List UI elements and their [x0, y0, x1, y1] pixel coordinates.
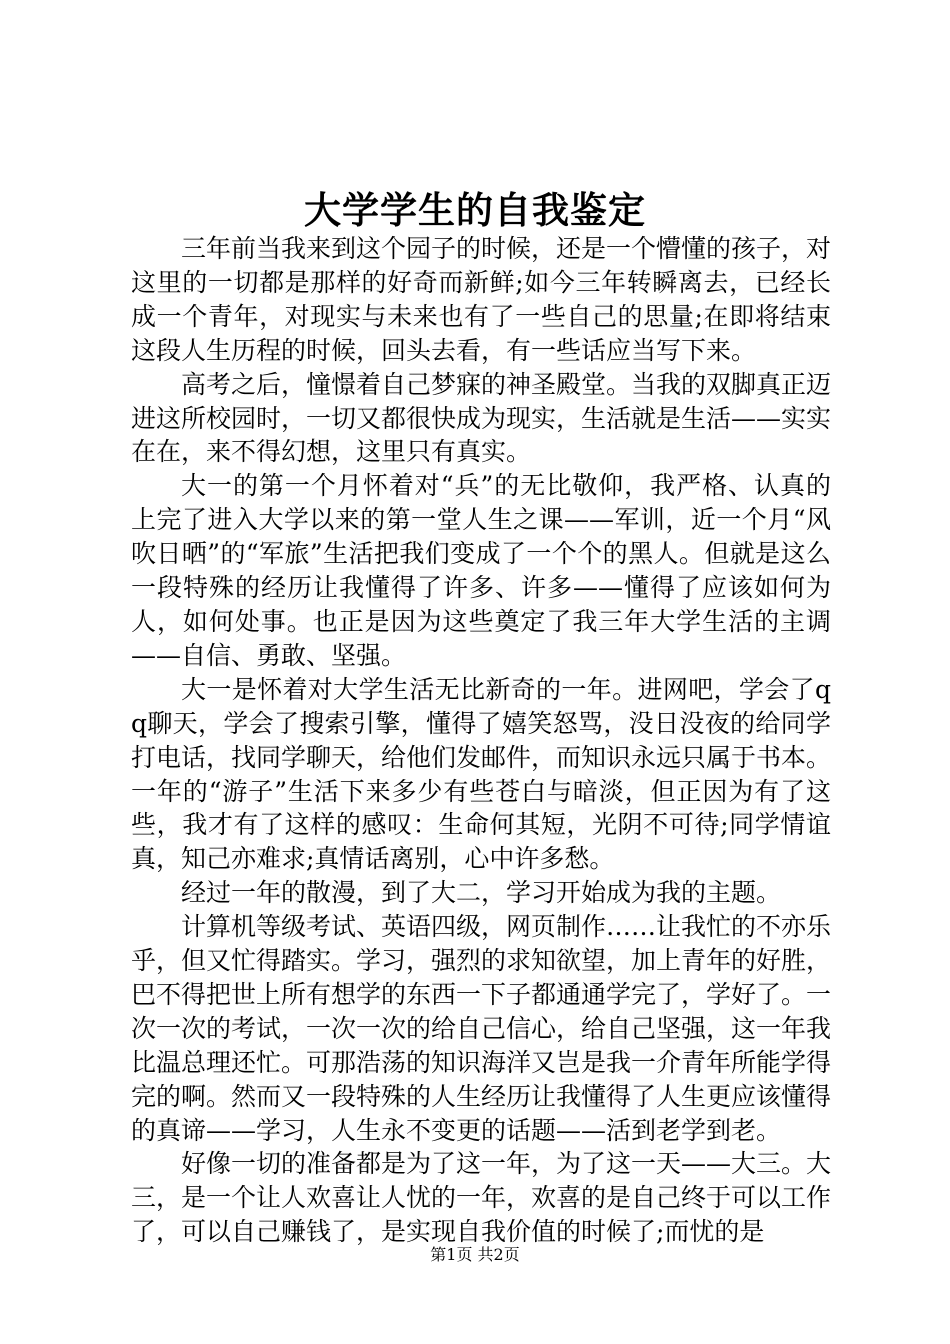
document-title: 大学学生的自我鉴定 [304, 188, 646, 232]
paragraph-1: 三年前当我来到这个园子的时候，还是一个懵懂的孩子，对这里的一切都是那样的好奇而新鲜;如今三年转瞬离去，已经长成一个青年，对现实与未来也有了一些自己的思量;在即将结束这段人生历程的时候，回头去看，有一些话应当写下来。 [131, 234, 832, 365]
paragraph-2: 高考之后，憧憬着自己梦寐的神圣殿堂。当我的双脚真正迈进这所校园时，一切又都很快成为现实，生活就是生活——实实在在，来不得幻想，这里只有真实。 [131, 369, 832, 467]
document-body [131, 232, 831, 1249]
paragraph-3: 大一的第一个月怀着对“兵”的无比敬仰，我严格、认真的上完了进入大学以来的第一堂人生之课——军训，近一个月“风吹日晒”的“军旅”生活把我们变成了一个个的黑人。但就是这么一段特殊的经历让我懂得了许多、许多——懂得了应该如何为人，如何处事。也正是因为这些奠定了我三年大学生活的主调——自信、勇敢、坚强。 [131, 471, 831, 670]
paragraph-5: 经过一年的散漫，到了大二，学习开始成为我的主题。 [181, 878, 782, 908]
page-number-footer: 第1页 共2页 [430, 1245, 520, 1264]
paragraph-7: 好像一切的准备都是为了这一年，为了这一天——大三。大三，是一个让人欢喜让人忧的一年，欢喜的是自己终于可以工作了，可以自己赚钱了，是实现自我价值的时候了;而忧的是 [131, 1149, 832, 1247]
paragraph-6: 计算机等级考试、英语四级，网页制作……让我忙的不亦乐乎，但又忙得踏实。学习，强烈的求知欲望，加上青年的好胜，巴不得把世上所有想学的东西一下子都通通学完了，学好了。一次一次的考试，一次一次的给自己信心，给自己坚强，这一年我比温总理还忙。可那浩荡的知识海洋又岂是我一介青年所能学得完的啊。然而又一段特殊的人生经历让我懂得了人生更应该懂得的真谛——学习，人生永不变更的话题——活到老学到老。 [131, 912, 832, 1145]
paragraph-4: 大一是怀着对大学生活无比新奇的一年。进网吧，学会了qq聊天，学会了搜索引擎，懂得了嬉笑怒骂，没日没夜的给同学打电话，找同学聊天，给他们发邮件，而知识永远只属于书本。一年的“游子”生活下来多少有些苍白与暗淡，但正因为有了这些，我才有了这样的感叹：生命何其短，光阴不可待;同学情谊真，知己亦难求;真情话离别，心中许多愁。 [131, 674, 832, 874]
